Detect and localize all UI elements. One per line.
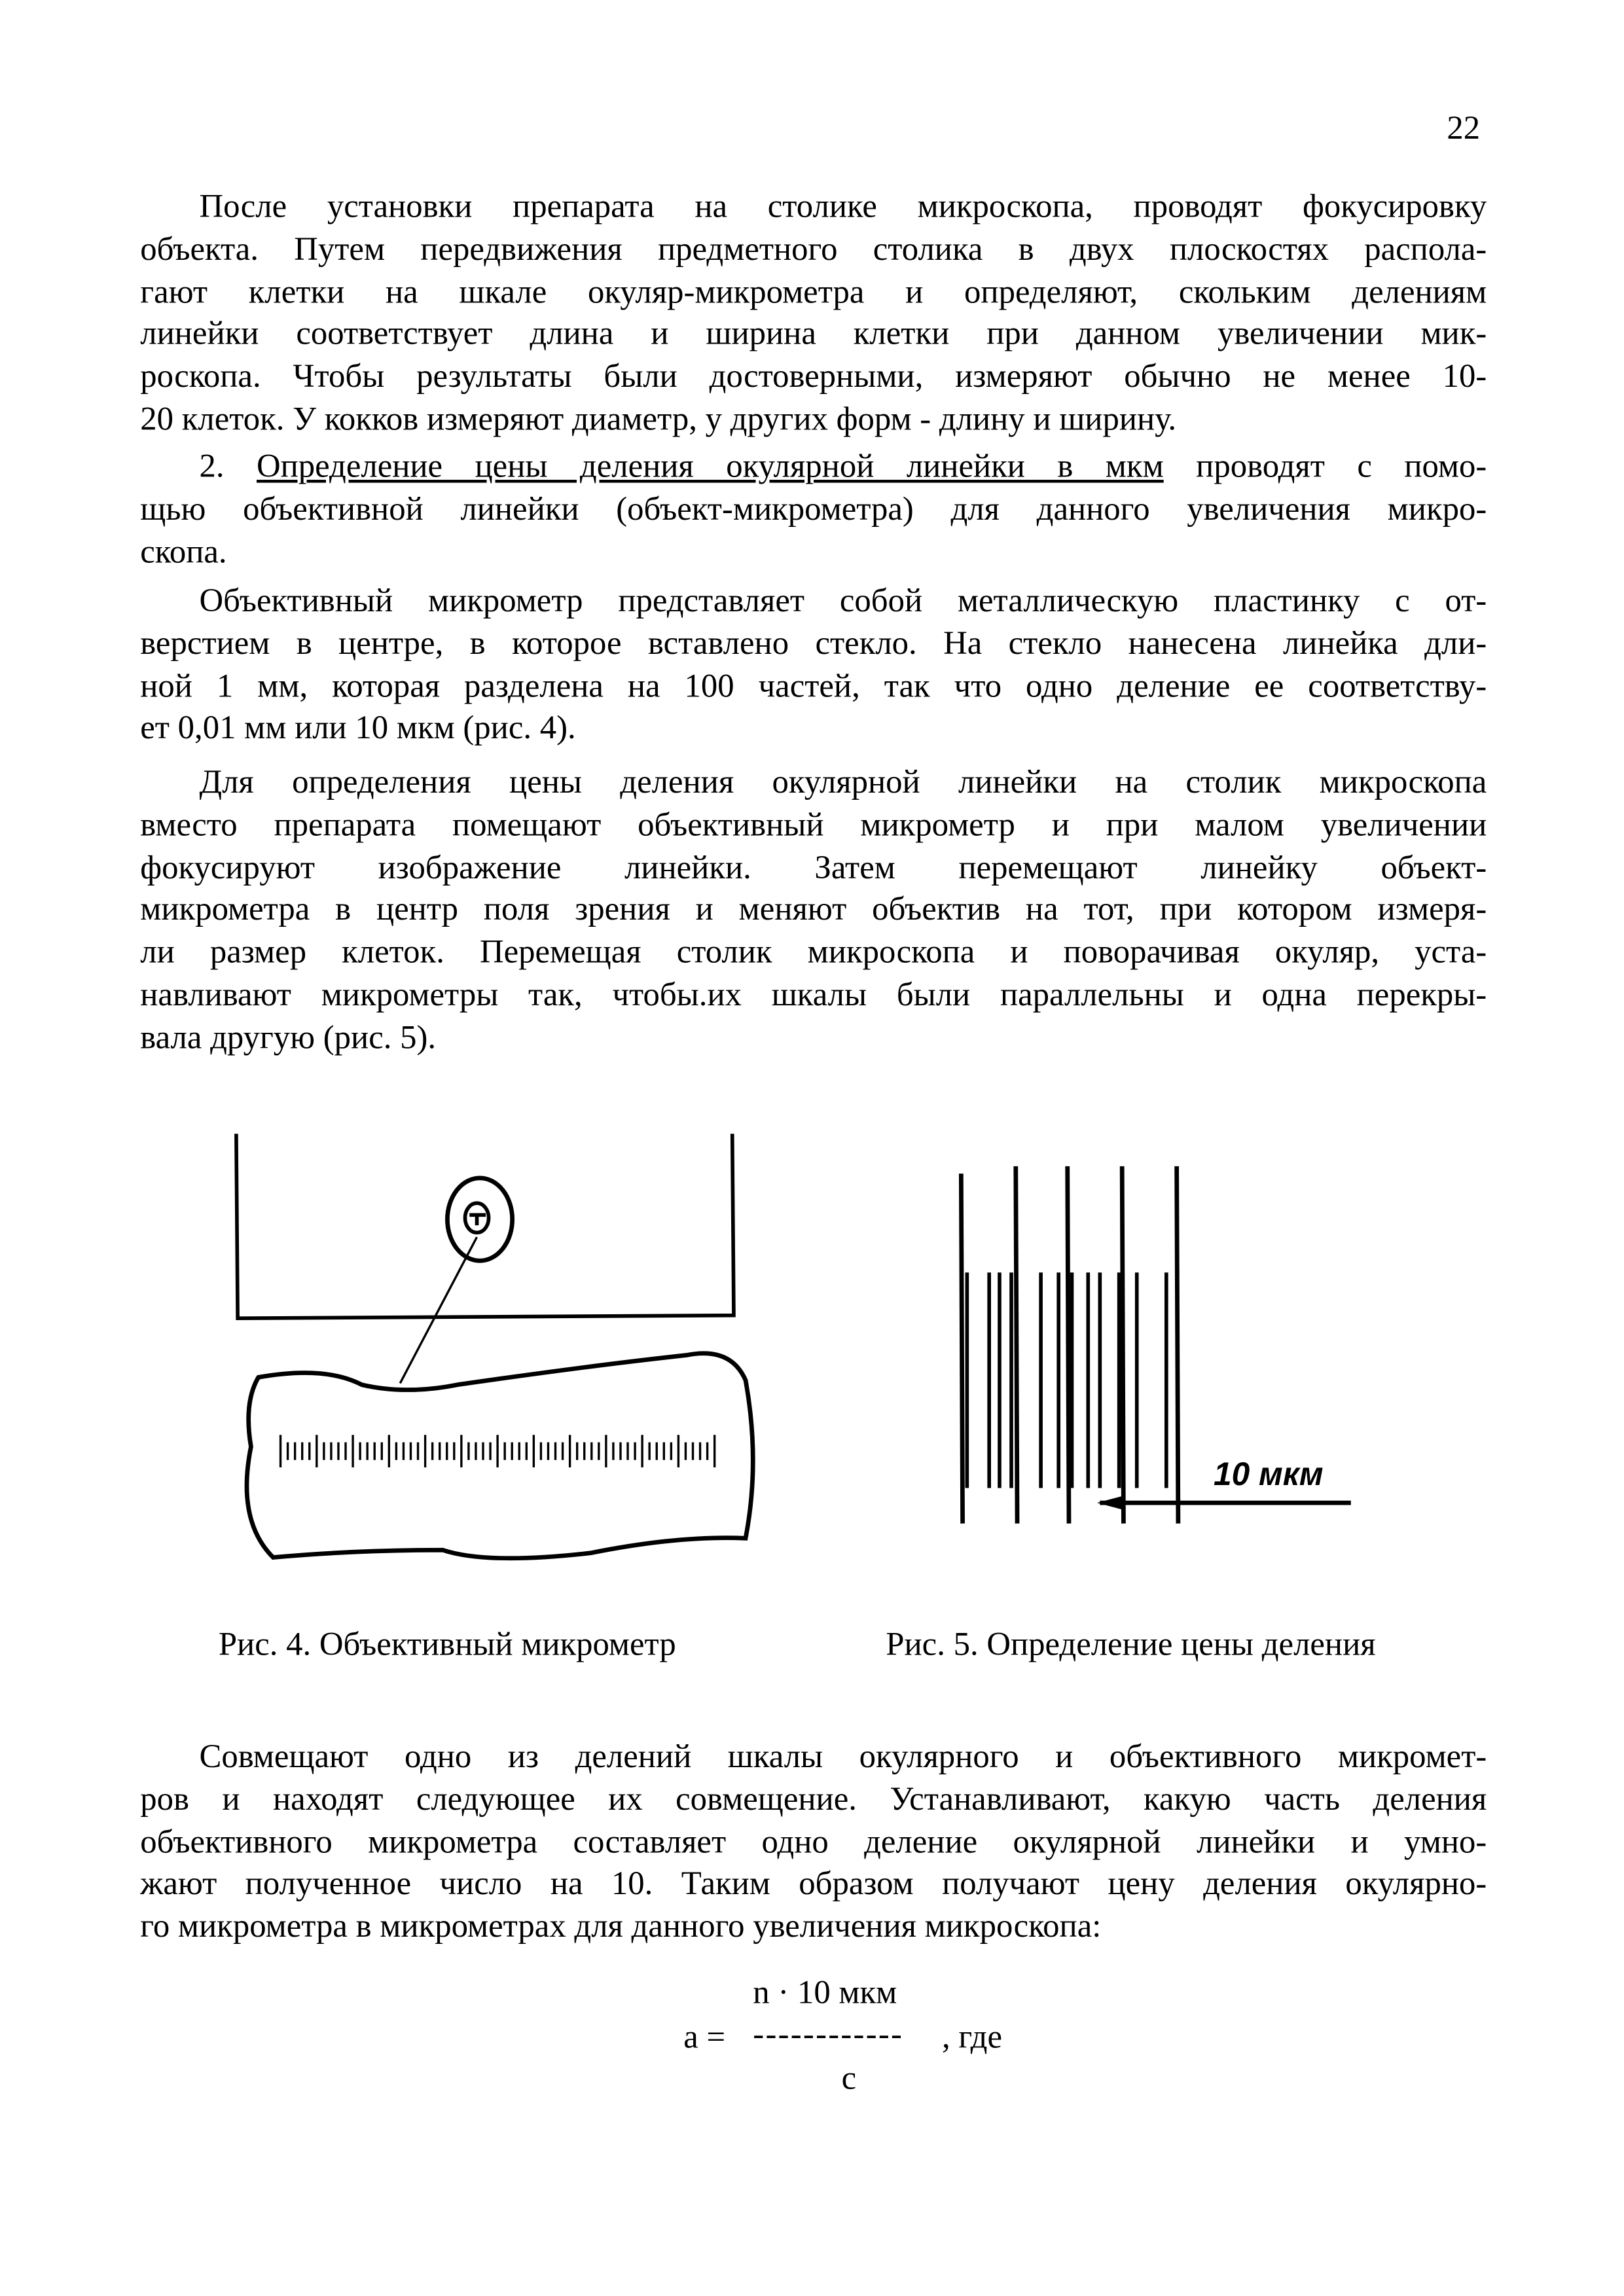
paragraph-line: микрометра в центр поля зрения и меняют объектив на тот, при котором измеря- (140, 890, 1487, 928)
figure-4-objective-micrometer (236, 1134, 753, 1558)
paragraph-line: После установки препарата на столике микроскопа, проводят фокусировку (199, 187, 1487, 224)
paragraph-line: Совмещают одно из делений шкалы окулярного и объективного микромет- (199, 1737, 1487, 1775)
objective-scale-line (1122, 1166, 1123, 1524)
formula-lhs: a = (683, 2018, 726, 2055)
pointer-line (400, 1237, 477, 1383)
formula-fraction-bar: ------------ (753, 2015, 904, 2053)
paragraph-line: скопа. (140, 532, 227, 569)
paragraph-line: ной 1 мм, которая разделена на 100 частей, так что одно деление ее соответству- (140, 666, 1487, 704)
paragraph-line: объективного микрометра составляет одно деление окулярной линейки и умно- (140, 1822, 1487, 1860)
line-text: проводят с помо- (1196, 447, 1487, 484)
paragraph-line: вала другую (рис. 5). (140, 1018, 437, 1056)
item-number: 2. (199, 447, 225, 484)
formula-tail: , где (942, 2018, 1003, 2055)
paragraph-line: линейки соответствует длина и ширина клетки при данном увеличении мик- (140, 315, 1487, 352)
scale-glass (247, 1354, 753, 1558)
paragraph-line: ли размер клеток. Перемещая столик микроскопа и поворачивая окуляр, уста- (140, 933, 1487, 971)
formula-numerator: n · 10 мкм (753, 1973, 897, 2011)
objective-scale-line (1177, 1166, 1178, 1524)
outer-ring (447, 1178, 512, 1261)
paragraph-line: жают полученное число на 10. Таким образом получают цену деления окулярно- (140, 1865, 1487, 1902)
underlined-heading: Определение цены деления окулярной линейки в мкм (256, 447, 1164, 484)
paragraph-line: навливают микрометры так, чтобы.их шкалы были параллельны и одна перекры- (140, 975, 1487, 1013)
scale-label: 10 мкм (1214, 1455, 1324, 1493)
paragraph-line: роскопа. Чтобы результаты были достоверными, измеряют обычно не менее 10- (140, 357, 1487, 395)
paragraph-line: Для определения цены деления окулярной линейки на столик микроскопа (199, 763, 1487, 800)
page-number: 22 (1447, 109, 1481, 147)
formula-denominator: c (841, 2059, 857, 2096)
paragraph-line: гают клетки на шкале окуляр-микрометра и определяют, скольким делениям (140, 272, 1487, 310)
paragraph-line: вместо препарата помещают объективный микрометр и при малом увеличении (140, 806, 1487, 843)
paragraph-line: 20 клеток. У кокков измеряют диаметр, у других форм - длину и ширину. (140, 400, 1177, 437)
paragraph-line: фокусируют изображение линейки. Затем перемещают линейку объект- (140, 848, 1487, 886)
objective-scale-line (1068, 1166, 1069, 1524)
paragraph-line: верстием в центре, в которое вставлено стекло. На стекло нанесена линейка дли- (140, 624, 1487, 662)
paragraph-line: объекта. Путем передвижения предметного столика в двух плоскостях распола- (140, 230, 1487, 267)
figure-4-caption: Рис. 4. Объективный микрометр (218, 1625, 676, 1662)
objective-scale-line (961, 1174, 962, 1524)
paragraph-line: го микрометра в микрометрах для данного увеличения микроскопа: (140, 1907, 1102, 1945)
paragraph-5 (140, 1736, 1487, 1948)
paragraph-line: Объективный микрометр представляет собой металлическую пластинку с от- (199, 581, 1487, 619)
paragraph-line: щью объективной линейки (объект-микрометра) для данного увеличения микро- (140, 490, 1487, 527)
paragraph-line: ров и находят следующее их совмещение. Устанавливают, какую часть деления (140, 1780, 1487, 1818)
paragraph-line: ет 0,01 мм или 10 мкм (рис. 4). (140, 709, 576, 746)
figure-5-caption: Рис. 5. Определение цены деления (886, 1625, 1376, 1662)
objective-scale-line (1016, 1166, 1017, 1524)
